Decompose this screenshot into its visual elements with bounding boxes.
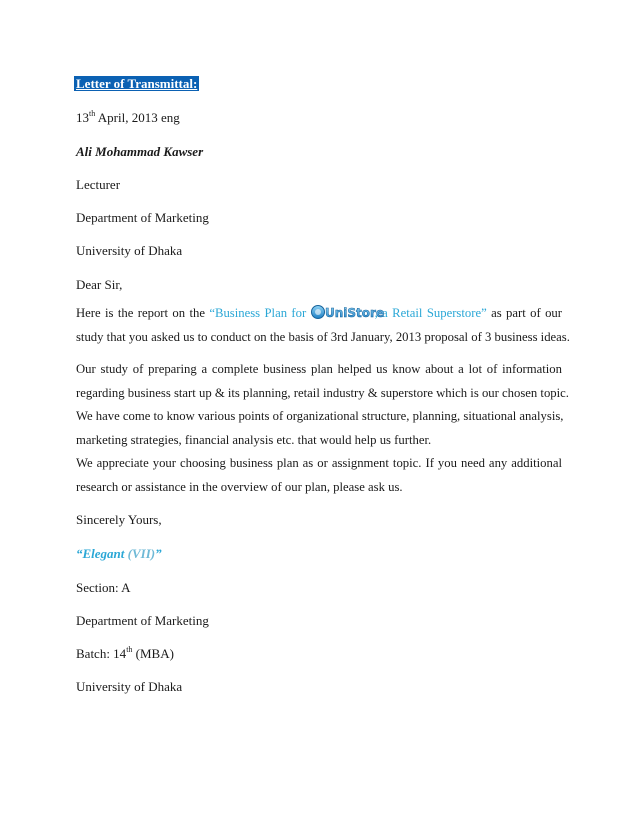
paragraph-2 (76, 358, 569, 452)
salutation: Dear Sir, (76, 277, 123, 292)
sender-section: Section: A (76, 580, 131, 595)
recipient-title: Lecturer (76, 177, 121, 192)
letter-heading (76, 76, 199, 92)
paragraph-3 (76, 452, 562, 499)
paragraph-2-line-1: Our study of preparing a complete business plan helped us know about a lot of information (76, 362, 562, 376)
signature-group: (VII) (127, 546, 156, 561)
closing: Sincerely Yours, (76, 512, 162, 527)
paragraph-1-line-1 (76, 302, 562, 326)
paragraph-1 (76, 302, 570, 349)
logo-text: UniStore (324, 306, 384, 320)
paragraph-2-line-4: marketing strategies, financial analysis etc. that would help us further. (76, 432, 432, 447)
recipient-department: Department of Marketing (76, 210, 209, 225)
paragraph-3-line-2: research or assistance in the overview of our plan, please ask us. (76, 479, 403, 494)
paragraph-2-line-2: regarding business start up & its planning, retail industry & superstore which is our chosen topic. (76, 385, 569, 400)
heading-text: Letter of Transmittal: (76, 76, 198, 91)
batch-label: Batch: 14 (76, 646, 127, 661)
date-ordinal: th (89, 109, 96, 118)
signature (76, 546, 162, 562)
sender-department: Department of Marketing (76, 613, 209, 628)
p1-quote-end: , a Retail Superstore” (374, 306, 487, 320)
batch-program: (MBA) (132, 646, 174, 661)
letter-date (76, 110, 180, 126)
sender-batch (76, 646, 174, 662)
sender-university: University of Dhaka (76, 679, 183, 694)
recipient-university: University of Dhaka (76, 243, 183, 258)
signature-close-quote: ” (155, 546, 162, 561)
p1-tail: as part of our (486, 306, 562, 320)
p1-lead: Here is the report on the (76, 306, 210, 320)
signature-name: “Elegant (76, 546, 128, 561)
recipient-name: Ali Mohammad Kawser (76, 144, 204, 159)
paragraph-3-line-1: We appreciate your choosing business plan as or assignment topic. If you need any additional (76, 456, 562, 470)
p1-quote-start: “Business Plan for (209, 306, 311, 320)
date-day: 13 (76, 110, 89, 125)
batch-ordinal: th (126, 645, 133, 654)
date-rest: April, 2013 eng (95, 110, 180, 125)
paragraph-1-line-2: study that you asked us to conduct on the basis of 3rd January, 2013 proposal of 3 business ideas. (76, 329, 570, 344)
paragraph-2-line-3: We have come to know various points of organizational structure, planning, situational analysis, (76, 409, 564, 423)
unistore-logo (311, 304, 384, 320)
